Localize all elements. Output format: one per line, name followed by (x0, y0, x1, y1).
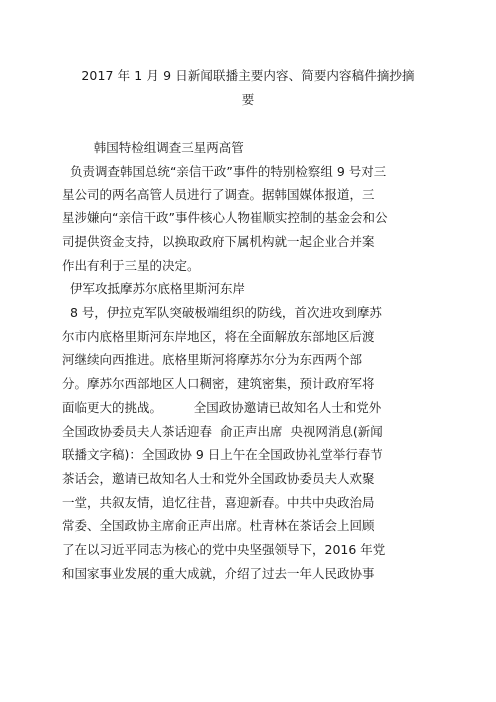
body-line: 司提供资金支持，以换取政府下属机构就一起企业合并案 (62, 234, 375, 249)
body-line: 作出有利于三星的决定。 (62, 258, 200, 273)
body-line: 尔市内底格里斯河东岸地区，将在全面解放东部地区后渡 (62, 329, 375, 344)
body-line: 常委、全国政协主席俞正声出席。杜青林在茶话会上回顾 (62, 518, 375, 533)
title-line-2: 要 (241, 92, 255, 107)
document-title (70, 64, 426, 112)
body-line: 茶话会，邀请已故知名人士和党外全国政协委员夫人欢聚 (62, 471, 375, 486)
body-line: 一堂，共叙友情，追忆往昔，喜迎新春。中共中央政治局 (62, 495, 375, 510)
title-line-1: 2017 年 1 月 9 日新闻联播主要内容、简要内容稿件摘抄摘 (81, 68, 415, 83)
body-line: 面临更大的挑战。 全国政协邀请已故知名人士和党外 (62, 400, 382, 415)
body-line: 8 号，伊拉克军队突破极端组织的防线，首次进攻到摩苏 (62, 305, 382, 320)
body-line: 负责调查韩国总统“亲信干政”事件的特别检察组 9 号对三 (62, 164, 387, 179)
body-line: 分。摩苏尔西部地区人口稠密，建筑密集，预计政府军将 (62, 376, 375, 391)
body-line: 星涉嫌向“亲信干政”事件核心人物崔顺实控制的基金会和公 (62, 210, 388, 225)
body-line: 和国家事业发展的重大成就，介绍了过去一年人民政协事 (62, 566, 375, 581)
body-line: 全国政协委员夫人茶话迎春 俞正声出席 央视网消息(新闻 (62, 424, 383, 439)
body-line: 星公司的两名高管人员进行了调查。据韩国媒体报道，三 (62, 187, 375, 202)
body-line: 河继续向西推进。底格里斯河将摩苏尔分为东西两个部 (62, 352, 363, 367)
headline-mosul: 伊军攻抵摩苏尔底格里斯河东岸 (62, 281, 245, 296)
body-line: 联播文字稿)：全国政协 9 日上午在全国政协礼堂举行春节 (62, 447, 383, 462)
headline-samsung: 韩国特检组调查三星两高管 (62, 140, 244, 155)
body-line: 了在以习近平同志为核心的党中央坚强领导下，2016 年党 (62, 542, 386, 557)
